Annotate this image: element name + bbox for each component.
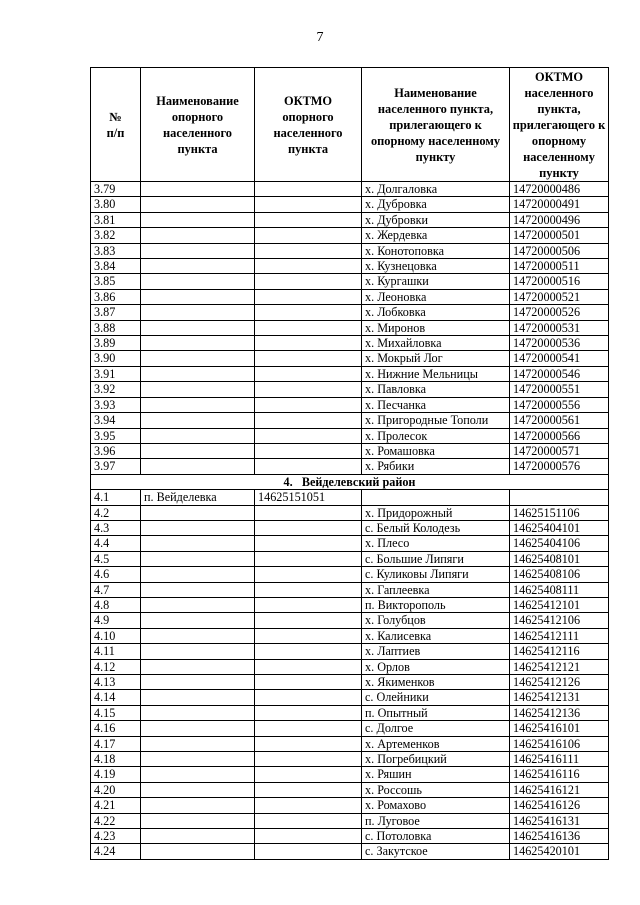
base-settlement-cell bbox=[141, 736, 255, 751]
row-number-cell: 3.82 bbox=[91, 228, 141, 243]
table-row bbox=[91, 613, 609, 628]
base-settlement-cell bbox=[141, 243, 255, 258]
adjacent-oktmo-cell: 14625412101 bbox=[510, 597, 609, 612]
table-row bbox=[91, 243, 609, 258]
adjacent-settlement-cell: п. Викторополь bbox=[362, 597, 510, 612]
row-number-cell: 3.93 bbox=[91, 397, 141, 412]
base-settlement-cell bbox=[141, 274, 255, 289]
row-number-cell: 4.5 bbox=[91, 551, 141, 566]
adjacent-settlement-cell: х. Гаплеевка bbox=[362, 582, 510, 597]
base-settlement-cell bbox=[141, 551, 255, 566]
table-body-top bbox=[91, 182, 609, 475]
base-oktmo-cell bbox=[255, 182, 362, 197]
base-oktmo-cell bbox=[255, 829, 362, 844]
adjacent-oktmo-cell: 14720000516 bbox=[510, 274, 609, 289]
adjacent-settlement-cell: с. Закутское bbox=[362, 844, 510, 859]
adjacent-settlement-cell: х. Леоновка bbox=[362, 289, 510, 304]
table-row bbox=[91, 413, 609, 428]
row-number-cell: 4.3 bbox=[91, 520, 141, 535]
table-row bbox=[91, 767, 609, 782]
adjacent-settlement-cell: х. Павловка bbox=[362, 382, 510, 397]
row-number-cell: 4.1 bbox=[91, 490, 141, 505]
adjacent-settlement-cell: с. Потоловка bbox=[362, 829, 510, 844]
adjacent-settlement-cell: с. Большие Липяги bbox=[362, 551, 510, 566]
adjacent-oktmo-cell: 14720000491 bbox=[510, 197, 609, 212]
row-number-cell: 4.9 bbox=[91, 613, 141, 628]
base-settlement-cell bbox=[141, 782, 255, 797]
adjacent-oktmo-cell: 14625404101 bbox=[510, 520, 609, 535]
row-number-cell: 4.20 bbox=[91, 782, 141, 797]
row-number-cell: 4.17 bbox=[91, 736, 141, 751]
base-settlement-cell bbox=[141, 336, 255, 351]
table-row bbox=[91, 366, 609, 381]
adjacent-oktmo-cell: 14625151106 bbox=[510, 505, 609, 520]
table-row bbox=[91, 536, 609, 551]
base-settlement-cell bbox=[141, 613, 255, 628]
row-number-cell: 4.13 bbox=[91, 675, 141, 690]
table-row bbox=[91, 228, 609, 243]
base-oktmo-cell bbox=[255, 798, 362, 813]
base-settlement-cell: п. Вейделевка bbox=[141, 490, 255, 505]
adjacent-settlement-cell: х. Песчанка bbox=[362, 397, 510, 412]
base-settlement-cell bbox=[141, 705, 255, 720]
table-row bbox=[91, 320, 609, 335]
base-oktmo-cell bbox=[255, 659, 362, 674]
table-body-bottom bbox=[91, 490, 609, 860]
adjacent-settlement-cell: х. Ромахово bbox=[362, 798, 510, 813]
base-oktmo-cell bbox=[255, 705, 362, 720]
table-row bbox=[91, 644, 609, 659]
row-number-cell: 3.83 bbox=[91, 243, 141, 258]
adjacent-oktmo-cell: 14625416106 bbox=[510, 736, 609, 751]
row-number-cell: 4.12 bbox=[91, 659, 141, 674]
base-oktmo-cell bbox=[255, 721, 362, 736]
base-settlement-cell bbox=[141, 505, 255, 520]
base-settlement-cell bbox=[141, 536, 255, 551]
base-oktmo-cell bbox=[255, 752, 362, 767]
row-number-cell: 3.97 bbox=[91, 459, 141, 474]
base-oktmo-cell bbox=[255, 397, 362, 412]
adjacent-settlement-cell: х. Жердевка bbox=[362, 228, 510, 243]
base-settlement-cell bbox=[141, 752, 255, 767]
adjacent-settlement-cell bbox=[362, 490, 510, 505]
adjacent-oktmo-cell: 14720000571 bbox=[510, 443, 609, 458]
adjacent-oktmo-cell: 14720000576 bbox=[510, 459, 609, 474]
base-oktmo-cell bbox=[255, 505, 362, 520]
base-oktmo-cell bbox=[255, 212, 362, 227]
table-row bbox=[91, 305, 609, 320]
base-oktmo-cell bbox=[255, 736, 362, 751]
base-oktmo-cell: 14625151051 bbox=[255, 490, 362, 505]
adjacent-settlement-cell: х. Плесо bbox=[362, 536, 510, 551]
base-oktmo-cell bbox=[255, 767, 362, 782]
base-oktmo-cell bbox=[255, 597, 362, 612]
adjacent-oktmo-cell: 14625412131 bbox=[510, 690, 609, 705]
adjacent-oktmo-cell: 14720000541 bbox=[510, 351, 609, 366]
base-oktmo-cell bbox=[255, 690, 362, 705]
table-row bbox=[91, 721, 609, 736]
row-number-cell: 3.88 bbox=[91, 320, 141, 335]
adjacent-settlement-cell: х. Погребицкий bbox=[362, 752, 510, 767]
table-row bbox=[91, 336, 609, 351]
table-row bbox=[91, 212, 609, 227]
adjacent-oktmo-cell: 14720000501 bbox=[510, 228, 609, 243]
row-number-cell: 3.89 bbox=[91, 336, 141, 351]
base-settlement-cell bbox=[141, 644, 255, 659]
base-settlement-cell bbox=[141, 829, 255, 844]
table-row bbox=[91, 274, 609, 289]
row-number-cell: 3.87 bbox=[91, 305, 141, 320]
table-row bbox=[91, 351, 609, 366]
table-row bbox=[91, 505, 609, 520]
adjacent-oktmo-cell: 14625412106 bbox=[510, 613, 609, 628]
base-settlement-cell bbox=[141, 320, 255, 335]
row-number-cell: 3.96 bbox=[91, 443, 141, 458]
adjacent-settlement-cell: х. Рябики bbox=[362, 459, 510, 474]
adjacent-oktmo-cell: 14720000551 bbox=[510, 382, 609, 397]
base-oktmo-cell bbox=[255, 443, 362, 458]
adjacent-oktmo-cell: 14720000531 bbox=[510, 320, 609, 335]
base-settlement-cell bbox=[141, 428, 255, 443]
adjacent-oktmo-cell: 14625412111 bbox=[510, 628, 609, 643]
base-settlement-cell bbox=[141, 366, 255, 381]
header-base-settlement: Наименование опорного населенного пункта bbox=[141, 68, 255, 182]
base-oktmo-cell bbox=[255, 644, 362, 659]
row-number-cell: 4.10 bbox=[91, 628, 141, 643]
row-number-cell: 4.6 bbox=[91, 567, 141, 582]
adjacent-oktmo-cell: 14625404106 bbox=[510, 536, 609, 551]
page-number: 7 bbox=[316, 30, 324, 45]
section-row-group bbox=[91, 474, 609, 489]
header-number: № п/п bbox=[91, 68, 141, 182]
row-number-cell: 4.2 bbox=[91, 505, 141, 520]
adjacent-settlement-cell: х. Нижние Мельницы bbox=[362, 366, 510, 381]
table-row bbox=[91, 690, 609, 705]
adjacent-oktmo-cell: 14720000561 bbox=[510, 413, 609, 428]
base-oktmo-cell bbox=[255, 536, 362, 551]
base-settlement-cell bbox=[141, 459, 255, 474]
base-settlement-cell bbox=[141, 259, 255, 274]
adjacent-oktmo-cell: 14625420101 bbox=[510, 844, 609, 859]
adjacent-oktmo-cell: 14720000536 bbox=[510, 336, 609, 351]
row-number-cell: 3.80 bbox=[91, 197, 141, 212]
base-oktmo-cell bbox=[255, 413, 362, 428]
adjacent-settlement-cell: х. Михайловка bbox=[362, 336, 510, 351]
base-settlement-cell bbox=[141, 628, 255, 643]
settlements-table bbox=[90, 67, 609, 860]
adjacent-oktmo-cell: 14625416136 bbox=[510, 829, 609, 844]
adjacent-settlement-cell: п. Опытный bbox=[362, 705, 510, 720]
adjacent-settlement-cell: х. Дубровки bbox=[362, 212, 510, 227]
row-number-cell: 3.84 bbox=[91, 259, 141, 274]
base-settlement-cell bbox=[141, 675, 255, 690]
base-settlement-cell bbox=[141, 567, 255, 582]
base-settlement-cell bbox=[141, 659, 255, 674]
base-settlement-cell bbox=[141, 520, 255, 535]
row-number-cell: 4.8 bbox=[91, 597, 141, 612]
adjacent-oktmo-cell: 14625416131 bbox=[510, 813, 609, 828]
adjacent-settlement-cell: х. Якименков bbox=[362, 675, 510, 690]
adjacent-oktmo-cell: 14720000526 bbox=[510, 305, 609, 320]
base-settlement-cell bbox=[141, 582, 255, 597]
adjacent-settlement-cell: х. Ряшин bbox=[362, 767, 510, 782]
table-row bbox=[91, 736, 609, 751]
header-base-oktmo: ОКТМО опорного населенного пункта bbox=[255, 68, 362, 182]
row-number-cell: 4.23 bbox=[91, 829, 141, 844]
base-oktmo-cell bbox=[255, 366, 362, 381]
table-row bbox=[91, 675, 609, 690]
table-row bbox=[91, 197, 609, 212]
table-row bbox=[91, 428, 609, 443]
adjacent-settlement-cell: х. Кургашки bbox=[362, 274, 510, 289]
base-oktmo-cell bbox=[255, 336, 362, 351]
base-oktmo-cell bbox=[255, 813, 362, 828]
base-oktmo-cell bbox=[255, 197, 362, 212]
adjacent-oktmo-cell: 14625416101 bbox=[510, 721, 609, 736]
table-row bbox=[91, 567, 609, 582]
adjacent-settlement-cell: х. Придорожный bbox=[362, 505, 510, 520]
row-number-cell: 3.94 bbox=[91, 413, 141, 428]
table-header-row bbox=[91, 68, 609, 182]
base-oktmo-cell bbox=[255, 320, 362, 335]
base-settlement-cell bbox=[141, 721, 255, 736]
adjacent-settlement-cell: х. Пригородные Тополи bbox=[362, 413, 510, 428]
header-adjacent-oktmo: ОКТМО населенного пункта, прилегающего к опорному населенному пункту bbox=[510, 68, 609, 182]
adjacent-oktmo-cell bbox=[510, 490, 609, 505]
table-row bbox=[91, 382, 609, 397]
row-number-cell: 3.85 bbox=[91, 274, 141, 289]
adjacent-settlement-cell: х. Лобковка bbox=[362, 305, 510, 320]
adjacent-settlement-cell: х. Долгаловка bbox=[362, 182, 510, 197]
adjacent-settlement-cell: х. Лаптиев bbox=[362, 644, 510, 659]
adjacent-settlement-cell: х. Пролесок bbox=[362, 428, 510, 443]
adjacent-oktmo-cell: 14625416116 bbox=[510, 767, 609, 782]
adjacent-oktmo-cell: 14625416126 bbox=[510, 798, 609, 813]
table-row bbox=[91, 659, 609, 674]
base-settlement-cell bbox=[141, 597, 255, 612]
table-row bbox=[91, 520, 609, 535]
adjacent-oktmo-cell: 14625408106 bbox=[510, 567, 609, 582]
adjacent-settlement-cell: х. Кузнецовка bbox=[362, 259, 510, 274]
table-row bbox=[91, 844, 609, 859]
adjacent-settlement-cell: х. Голубцов bbox=[362, 613, 510, 628]
table-row bbox=[91, 813, 609, 828]
adjacent-settlement-cell: х. Россошь bbox=[362, 782, 510, 797]
adjacent-oktmo-cell: 14720000546 bbox=[510, 366, 609, 381]
row-number-cell: 3.90 bbox=[91, 351, 141, 366]
row-number-cell: 4.14 bbox=[91, 690, 141, 705]
base-oktmo-cell bbox=[255, 675, 362, 690]
table-row bbox=[91, 490, 609, 505]
adjacent-oktmo-cell: 14625416111 bbox=[510, 752, 609, 767]
base-settlement-cell bbox=[141, 443, 255, 458]
table-row bbox=[91, 798, 609, 813]
row-number-cell: 4.4 bbox=[91, 536, 141, 551]
base-oktmo-cell bbox=[255, 551, 362, 566]
base-oktmo-cell bbox=[255, 459, 362, 474]
adjacent-settlement-cell: х. Дубровка bbox=[362, 197, 510, 212]
base-settlement-cell bbox=[141, 844, 255, 859]
row-number-cell: 4.19 bbox=[91, 767, 141, 782]
row-number-cell: 4.21 bbox=[91, 798, 141, 813]
row-number-cell: 3.79 bbox=[91, 182, 141, 197]
row-number-cell: 4.7 bbox=[91, 582, 141, 597]
table-row bbox=[91, 752, 609, 767]
base-settlement-cell bbox=[141, 351, 255, 366]
base-settlement-cell bbox=[141, 397, 255, 412]
base-oktmo-cell bbox=[255, 844, 362, 859]
table-row bbox=[91, 705, 609, 720]
row-number-cell: 3.91 bbox=[91, 366, 141, 381]
table-row bbox=[91, 582, 609, 597]
base-oktmo-cell bbox=[255, 243, 362, 258]
base-settlement-cell bbox=[141, 305, 255, 320]
base-oktmo-cell bbox=[255, 428, 362, 443]
base-settlement-cell bbox=[141, 413, 255, 428]
base-settlement-cell bbox=[141, 813, 255, 828]
adjacent-oktmo-cell: 14625408101 bbox=[510, 551, 609, 566]
adjacent-settlement-cell: с. Долгое bbox=[362, 721, 510, 736]
adjacent-oktmo-cell: 14720000556 bbox=[510, 397, 609, 412]
adjacent-settlement-cell: х. Миронов bbox=[362, 320, 510, 335]
row-number-cell: 4.15 bbox=[91, 705, 141, 720]
adjacent-oktmo-cell: 14720000521 bbox=[510, 289, 609, 304]
row-number-cell: 3.86 bbox=[91, 289, 141, 304]
base-oktmo-cell bbox=[255, 582, 362, 597]
base-oktmo-cell bbox=[255, 351, 362, 366]
adjacent-settlement-cell: х. Артеменков bbox=[362, 736, 510, 751]
row-number-cell: 4.11 bbox=[91, 644, 141, 659]
header-adjacent-settlement: Наименование населенного пункта, прилегающего к опорному населенному пункту bbox=[362, 68, 510, 182]
adjacent-oktmo-cell: 14720000506 bbox=[510, 243, 609, 258]
adjacent-oktmo-cell: 14625412126 bbox=[510, 675, 609, 690]
table-row bbox=[91, 182, 609, 197]
adjacent-oktmo-cell: 14625412116 bbox=[510, 644, 609, 659]
adjacent-settlement-cell: с. Куликовы Липяги bbox=[362, 567, 510, 582]
table-row bbox=[91, 551, 609, 566]
adjacent-settlement-cell: х. Орлов bbox=[362, 659, 510, 674]
adjacent-oktmo-cell: 14625412136 bbox=[510, 705, 609, 720]
base-oktmo-cell bbox=[255, 228, 362, 243]
base-oktmo-cell bbox=[255, 567, 362, 582]
row-number-cell: 3.95 bbox=[91, 428, 141, 443]
table-row bbox=[91, 459, 609, 474]
base-oktmo-cell bbox=[255, 782, 362, 797]
base-settlement-cell bbox=[141, 289, 255, 304]
base-oktmo-cell bbox=[255, 628, 362, 643]
adjacent-settlement-cell: х. Ромашовка bbox=[362, 443, 510, 458]
base-settlement-cell bbox=[141, 382, 255, 397]
row-number-cell: 4.16 bbox=[91, 721, 141, 736]
base-settlement-cell bbox=[141, 690, 255, 705]
table-row bbox=[91, 628, 609, 643]
table-row bbox=[91, 443, 609, 458]
base-settlement-cell bbox=[141, 182, 255, 197]
base-oktmo-cell bbox=[255, 520, 362, 535]
row-number-cell: 4.18 bbox=[91, 752, 141, 767]
adjacent-settlement-cell: х. Конотоповка bbox=[362, 243, 510, 258]
row-number-cell: 4.24 bbox=[91, 844, 141, 859]
table-row bbox=[91, 597, 609, 612]
base-oktmo-cell bbox=[255, 613, 362, 628]
base-settlement-cell bbox=[141, 767, 255, 782]
base-settlement-cell bbox=[141, 197, 255, 212]
base-oktmo-cell bbox=[255, 382, 362, 397]
adjacent-oktmo-cell: 14720000566 bbox=[510, 428, 609, 443]
section-title: 4. Вейделевский район bbox=[91, 474, 609, 489]
table-row bbox=[91, 782, 609, 797]
table-row bbox=[91, 259, 609, 274]
base-oktmo-cell bbox=[255, 274, 362, 289]
row-number-cell: 4.22 bbox=[91, 813, 141, 828]
adjacent-oktmo-cell: 14720000496 bbox=[510, 212, 609, 227]
section-row bbox=[91, 474, 609, 489]
table-row bbox=[91, 397, 609, 412]
table-row bbox=[91, 829, 609, 844]
row-number-cell: 3.92 bbox=[91, 382, 141, 397]
adjacent-settlement-cell: с. Белый Колодезь bbox=[362, 520, 510, 535]
base-oktmo-cell bbox=[255, 305, 362, 320]
base-settlement-cell bbox=[141, 212, 255, 227]
adjacent-oktmo-cell: 14720000486 bbox=[510, 182, 609, 197]
table-row bbox=[91, 289, 609, 304]
base-oktmo-cell bbox=[255, 289, 362, 304]
row-number-cell: 3.81 bbox=[91, 212, 141, 227]
adjacent-settlement-cell: с. Олейники bbox=[362, 690, 510, 705]
adjacent-oktmo-cell: 14625412121 bbox=[510, 659, 609, 674]
adjacent-settlement-cell: х. Мокрый Лог bbox=[362, 351, 510, 366]
base-settlement-cell bbox=[141, 798, 255, 813]
base-settlement-cell bbox=[141, 228, 255, 243]
adjacent-settlement-cell: х. Калисевка bbox=[362, 628, 510, 643]
adjacent-oktmo-cell: 14625416121 bbox=[510, 782, 609, 797]
adjacent-oktmo-cell: 14720000511 bbox=[510, 259, 609, 274]
adjacent-settlement-cell: п. Луговое bbox=[362, 813, 510, 828]
base-oktmo-cell bbox=[255, 259, 362, 274]
adjacent-oktmo-cell: 14625408111 bbox=[510, 582, 609, 597]
